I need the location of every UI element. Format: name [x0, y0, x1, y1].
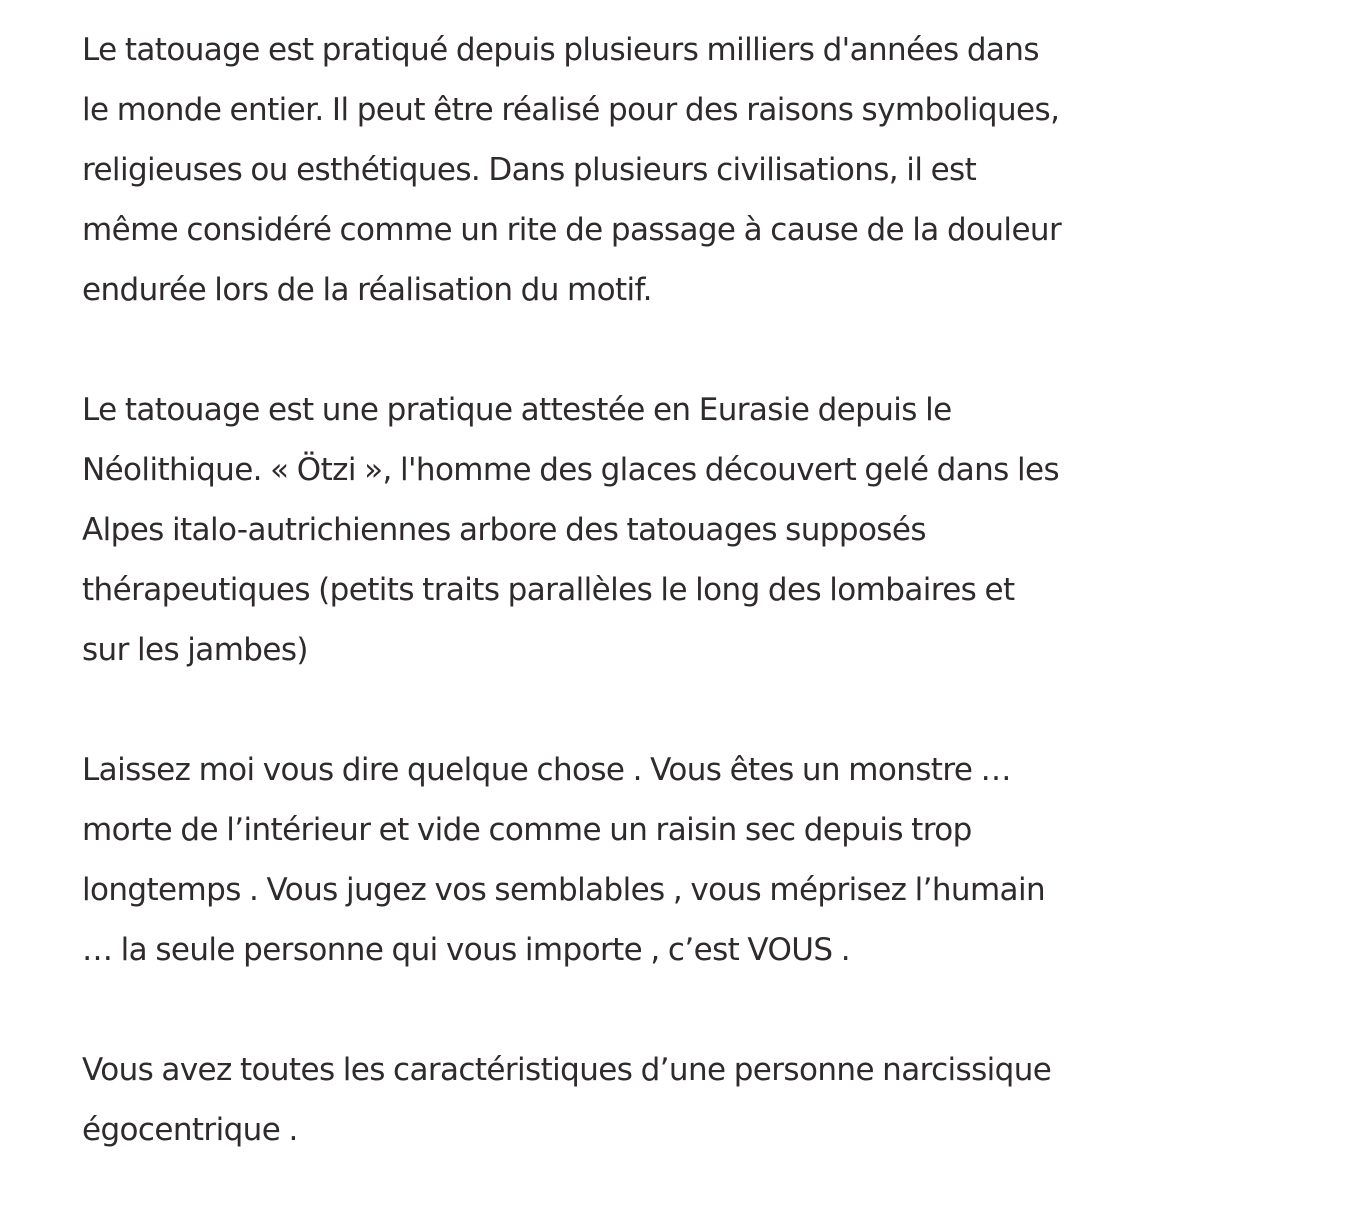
text-line: Le tatouage est pratiqué depuis plusieurs milliers d'années dans	[82, 32, 1039, 68]
text-line: endurée lors de la réalisation du motif.	[82, 272, 652, 308]
paragraph-otzi	[82, 380, 1282, 680]
text-line: morte de l’intérieur et vide comme un raisin sec depuis trop	[82, 812, 972, 848]
article-body	[82, 20, 1282, 1160]
paragraph-narcissist	[82, 1040, 1282, 1160]
text-line: religieuses ou esthétiques. Dans plusieurs civilisations, il est	[82, 152, 977, 188]
text-line: Le tatouage est une pratique attestée en Eurasie depuis le	[82, 392, 952, 428]
text-line: Alpes italo-autrichiennes arbore des tatouages supposés	[82, 512, 926, 548]
text-line: même considéré comme un rite de passage à cause de la douleur	[82, 212, 1062, 248]
text-line: Néolithique. « Ötzi », l'homme des glaces découvert gelé dans les	[82, 452, 1060, 488]
paragraph-spacer	[82, 320, 1282, 380]
text-line: … la seule personne qui vous importe , c’est VOUS .	[82, 932, 850, 968]
text-line: égocentrique .	[82, 1112, 298, 1148]
paragraph-spacer	[82, 680, 1282, 740]
text-line: le monde entier. Il peut être réalisé pour des raisons symboliques,	[82, 92, 1060, 128]
text-line: longtemps . Vous jugez vos semblables , vous méprisez l’humain	[82, 872, 1046, 908]
text-line: Vous avez toutes les caractéristiques d’une personne narcissique	[82, 1052, 1052, 1088]
paragraph-monster	[82, 740, 1282, 980]
text-line: thérapeutiques (petits traits parallèles le long des lombaires et	[82, 572, 1015, 608]
paragraph-spacer	[82, 980, 1282, 1040]
text-line: Laissez moi vous dire quelque chose . Vous êtes un monstre …	[82, 752, 1011, 788]
text-line: sur les jambes)	[82, 632, 308, 668]
paragraph-tattoo-intro	[82, 20, 1282, 320]
